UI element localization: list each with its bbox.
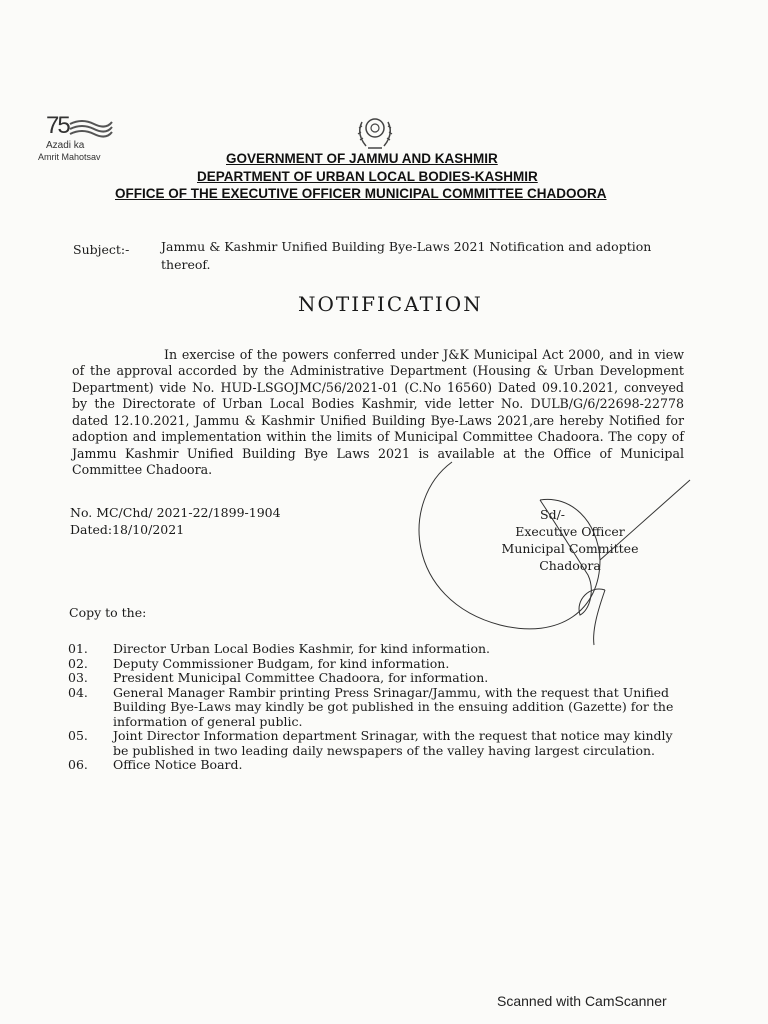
reference-number: No. MC/Chd/ 2021-22/1899-1904 — [70, 505, 281, 520]
list-item-number: 04. — [68, 684, 88, 700]
logo-number: 75 — [46, 112, 69, 139]
logo-line-2: Amrit Mahotsav — [38, 152, 101, 162]
azadi-ka-amrit-mahotsav-logo — [38, 112, 128, 164]
list-item — [68, 758, 683, 773]
signature-designation: Executive Officer — [515, 524, 625, 539]
signature-block — [470, 506, 670, 574]
signature-sd: Sd/- — [540, 507, 565, 522]
header-office: OFFICE OF THE EXECUTIVE OFFICER MUNICIPAL COMMITTEE CHADOORA — [115, 186, 607, 201]
header-department: DEPARTMENT OF URBAN LOCAL BODIES-KASHMIR — [197, 169, 538, 184]
state-emblem-icon — [352, 114, 398, 152]
signature-organisation: Municipal Committee — [501, 541, 639, 556]
list-item — [68, 657, 683, 672]
notification-body: In exercise of the powers conferred under J&K Municipal Act 2000, and in view of the approval accorded by the Administrative Department (Housing & Urban Development Department) vide No. HUD-LSGOJMC/56/2021-01 (C.No 16560) Dated 09.10.2021, conveyed by the Directorate of Urban Local Bodies Kashmir, vide letter No. DULB/G/6/22698-22778 dated 12.10.2021, Jammu & Kashmir Unified Building Bye-Laws 2021,are hereby Notified for adoption and implementation within the limits of Municipal Committee Chadoora. The copy of Jammu Kashmir Unified Building Bye Laws 2021 is available at the Office of Municipal Committee Chadoora. — [72, 346, 684, 478]
reference-date: Dated:18/10/2021 — [70, 522, 185, 537]
copy-to-label: Copy to the: — [69, 605, 147, 620]
list-item-number: 06. — [68, 757, 88, 772]
logo-line-1: Azadi ka — [46, 140, 85, 151]
list-item-number: 02. — [68, 655, 88, 671]
list-item-number: 03. — [68, 670, 88, 685]
subject-label: Subject:- — [73, 242, 130, 257]
signature-place: Chadoora — [539, 558, 601, 573]
list-item-number: 01. — [68, 641, 88, 656]
list-item-text: Deputy Commissioner Budgam, for kind information. — [113, 655, 450, 671]
list-item — [68, 671, 683, 686]
notification-title: NOTIFICATION — [298, 292, 483, 316]
subject-text: Jammu & Kashmir Unified Building Bye-Laws 2021 Notification and adoption thereof. — [161, 239, 652, 272]
list-item-text: General Manager Rambir printing Press Srinagar/Jammu, with the request that Unified Building Bye-Laws may kindly be got published in the ensuing addition (Gazette) for the information of general public. — [113, 684, 674, 729]
flag-icon — [68, 118, 114, 140]
list-item-text: Office Notice Board. — [113, 757, 243, 772]
header-government: GOVERNMENT OF JAMMU AND KASHMIR — [226, 151, 498, 166]
list-item — [68, 686, 683, 730]
list-item — [68, 729, 683, 758]
scanner-watermark: Scanned with CamScanner — [497, 993, 667, 1009]
copy-distribution-list — [68, 642, 683, 773]
list-item-text: President Municipal Committee Chadoora, for information. — [113, 670, 489, 685]
list-item-number: 05. — [68, 728, 88, 743]
list-item — [68, 642, 683, 657]
list-item-text: Joint Director Information department Srinagar, with the request that notice may kindly be published in two leading daily newspapers of the valley having largest circulation. — [113, 728, 673, 758]
list-item-text: Director Urban Local Bodies Kashmir, for kind information. — [113, 641, 491, 656]
